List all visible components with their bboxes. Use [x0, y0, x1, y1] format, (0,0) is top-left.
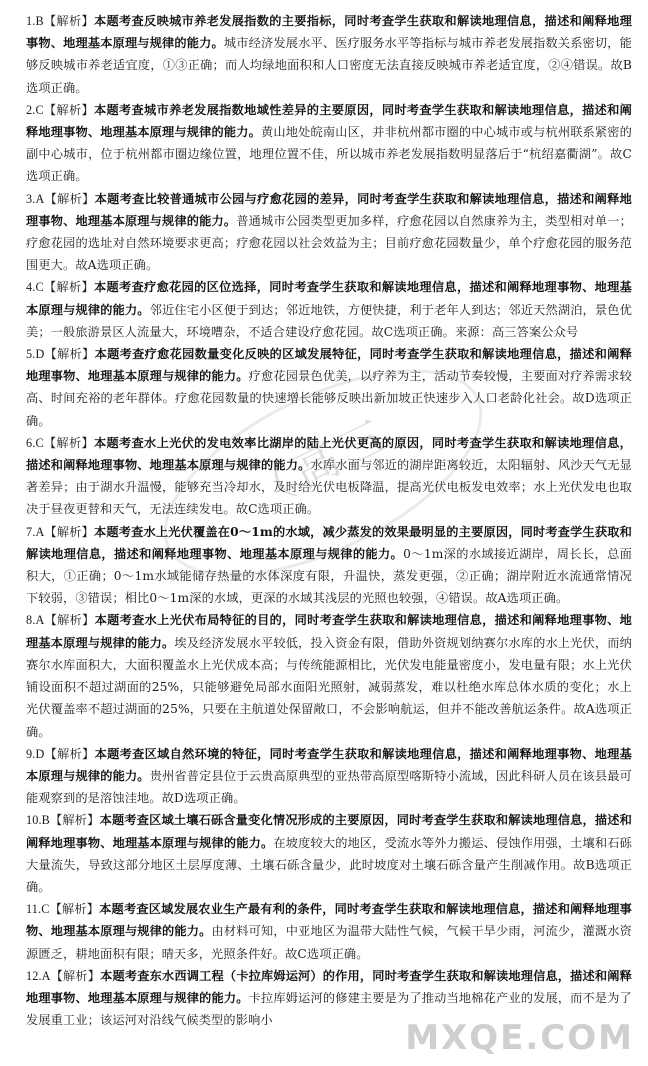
explanation-item — [26, 188, 632, 277]
watermark-text: （高三 — [241, 408, 399, 521]
item-body: 水库水面与邻近的湖岸距离较近，太阳辐射、风沙天气无显著差异；由于湖水升温慢，能够充当冷却水，及时给光伏电板降温，提高光伏电板发电效率；水上光伏发电也取决于昼夜更替和天气，无法连续发电。故C选项正确。 — [26, 458, 633, 517]
item-summary: 本题考查城市养老发展指数地域性差异的主要原因，同时考查学生获取和解读地理信息，描述和阐释地理事物、地理基本原理与规律的能力。 — [26, 102, 632, 140]
item-tag: 【解析】 — [44, 347, 95, 362]
item-tag: 【解析】 — [44, 746, 95, 761]
item-summary: 本题考查疗愈花园的区位选择，同时考查学生获取和解读地理信息，描述和阐释地理事物、地理基本原理与规律的能力。 — [26, 280, 632, 317]
item-body: 城市经济发展水平、医疗服务水平等指标与城市养老发展指数关系密切，能够反映城市养老适宜度，①③正确；而人均绿地面积和人口密度无法直接反映城市养老适宜度，②④错误。故B选项正确。 — [26, 36, 632, 95]
item-body: 0～1m深的水域接近湖岸，周长长，总面积大，①正确；0～1m水域能储存热量的水体深度有限，升温快，蒸发更强，②正确；湖岸附近水流通常情况下较弱，③错误；相比0～1m深的水域，更深的水域其浅层的光照也较强，④错误。故A选项正确。 — [26, 546, 633, 606]
item-summary: 本题考查水上光伏覆盖在0～1m的水域，减少蒸发的效果最明显的主要原因，同时考查学生获取和解读地理信息，描述和阐释地理事物、地理基本原理与规律的能力。 — [26, 524, 632, 561]
item-number: 5.D — [26, 347, 45, 362]
item-number: 1.B — [26, 14, 44, 28]
item-body: 疗愈花园景色优美，以疗养为主，活动节奏较慢，主要面对疗养需求较高、时间充裕的老年群体。疗愈花园数量的快速增长能够反映出新加坡正快速步入人口老龄化社会。故D选项正确。 — [26, 369, 632, 428]
explanation-item — [26, 521, 632, 610]
item-body: 由材料可知，中亚地区为温带大陆性气候，气候干旱少雨，河流少，灌溉水资源匮乏，耕地面积有限；晴天多，光照条件好。故C选项正确。 — [26, 924, 633, 961]
item-summary: 本题考查区域土壤石砾含量变化情况形成的主要原因，同时考查学生获取和解读地理信息，描述和阐释地理事物、地理基本原理与规律的能力。 — [26, 813, 633, 850]
item-number: 4.C — [26, 280, 44, 295]
item-tag: 【解析】 — [44, 524, 94, 539]
item-summary: 本题考查区域自然环境的特征，同时考查学生获取和解读地理信息，描述和阐释地理事物、地理基本原理与规律的能力。 — [26, 746, 632, 783]
explanation-item — [26, 99, 632, 188]
explanation-item — [26, 276, 632, 343]
explanation-item — [26, 10, 632, 99]
explanation-item — [26, 898, 632, 965]
explanation-item — [26, 343, 632, 432]
explanation-item — [26, 609, 632, 742]
item-number: 8.A — [26, 613, 45, 628]
item-summary: 本题考查东水西调工程（卡拉库姆运河）的作用，同时考查学生获取和解读地理信息，描述和阐释地理事物、地理基本原理与规律的能力。 — [26, 968, 632, 1005]
item-summary: 本题考查反映城市养老发展指数的主要指标，同时考查学生获取和解读地理信息，描述和阐释地理事物、地理基本原理与规律的能力。 — [26, 14, 632, 51]
answer-explanations — [26, 10, 632, 1031]
item-number: 10.B — [26, 813, 50, 828]
item-list — [26, 10, 632, 1031]
item-body: 卡拉库姆运河的修建主要是为了推动当地棉花产业的发展，而不是为了发展重工业；该运河对沿线气候类型的影响小 — [26, 990, 632, 1028]
item-tag: 【解析】 — [44, 191, 95, 206]
item-number: 2.C — [26, 102, 44, 117]
explanation-item — [26, 743, 632, 810]
item-tag: 【解析】 — [43, 435, 94, 450]
item-body: 贵州省普定县位于云贵高原典型的亚热带高原型喀斯特小流域，因此科研人员在该县最可能观察到的是溶蚀洼地。故D选项正确。 — [26, 768, 632, 806]
explanation-item — [26, 965, 632, 1032]
site-logo-text: MXQE.COM — [405, 1018, 634, 1058]
item-summary: 本题考查水上光伏布局特征的目的，同时考查学生获取和解读地理信息，描述和阐释地理事物、地理基本原理与规律的能力。 — [26, 613, 632, 650]
item-summary: 本题考查比较普通城市公园与疗愈花园的差异，同时考查学生获取和解读地理信息，描述和阐释地理事物、地理基本原理与规律的能力。 — [26, 191, 632, 228]
item-tag: 【解析】 — [50, 968, 101, 983]
item-summary: 本题考查区域发展农业生产最有利的条件，同时考查学生获取和解读地理信息，描述和阐释地理事物、地理基本原理与规律的能力。 — [26, 902, 632, 939]
item-number: 6.C — [26, 435, 44, 450]
item-tag: 【解析】 — [43, 280, 94, 295]
item-tag: 【解析】 — [44, 613, 95, 628]
item-body: 普通城市公园类型更加多样，疗愈花园以自然康养为主，类型相对单一；疗愈花园的选址对自然环境要求更高；疗愈花园以社会效益为主；目前疗愈花园数量少，单个疗愈花园的服务范围更大。故A选项正确。 — [26, 213, 632, 273]
item-number: 3.A — [26, 191, 45, 206]
item-body: 埃及经济发展水平较低，投入资金有限，借助外资规划纳赛尔水库的水上光伏，而纳赛尔水库面积大，大面积覆盖水上光伏成本高；与传统能源相比，光伏发电能量密度小，发电量有限；水上光伏铺设面积不超过湖面的25%，只能够避免局部水面阳光照射，减弱蒸发，难以杜绝水库总体水质的变化；水上光伏覆盖率不超过湖面的25%，只要在主航道处保留敞口，不会影响航运，但并不能改善航运条件。故A选项正确。 — [26, 635, 632, 739]
explanation-item — [26, 432, 632, 521]
item-number: 12.A — [26, 968, 51, 983]
item-body: 黄山地处皖南山区，并非杭州都市圈的中心城市或与杭州联系紧密的副中心城市，位于杭州都市圈边缘位置，地理位置不佳，所以城市养老发展指数明显落后于“杭绍嘉衢湖”。故C选项正确。 — [26, 125, 633, 184]
item-tag: 【解析】 — [49, 902, 100, 917]
item-number: 9.D — [26, 746, 45, 761]
item-tag: 【解析】 — [43, 102, 94, 117]
explanation-item — [26, 809, 632, 898]
item-summary: 本题考查水上光伏的发电效率比湖岸的陆上光伏更高的原因，同时考查学生获取和解读地理信息，描述和阐释地理事物、地理基本原理与规律的能力。 — [26, 435, 632, 473]
item-body: 在坡度较大的地区，受流水等外力搬运、侵蚀作用强，土壤和石砾大量流失，导致这部分地区土层厚度薄、土壤石砾含量少，此时坡度对土壤石砾含量产生削减作用。故B选项正确。 — [26, 835, 632, 894]
item-tag: 【解析】 — [49, 813, 100, 828]
item-number: 11.C — [26, 902, 50, 917]
item-body: 邻近住宅小区便于到达；邻近地铁，方便快捷，利于老年人到达；邻近天然湖泊，景色优美；一般旅游景区人流量大，环境嘈杂，不适合建设疗愈花园。故C选项正确。来源：高三答案公众号 — [26, 302, 632, 339]
item-summary: 本题考查疗愈花园数量变化反映的区域发展特征，同时考查学生获取和解读地理信息，描述和阐释地理事物、地理基本原理与规律的能力。 — [26, 347, 632, 384]
item-tag: 【解析】 — [43, 14, 94, 28]
item-number: 7.A — [26, 524, 45, 539]
